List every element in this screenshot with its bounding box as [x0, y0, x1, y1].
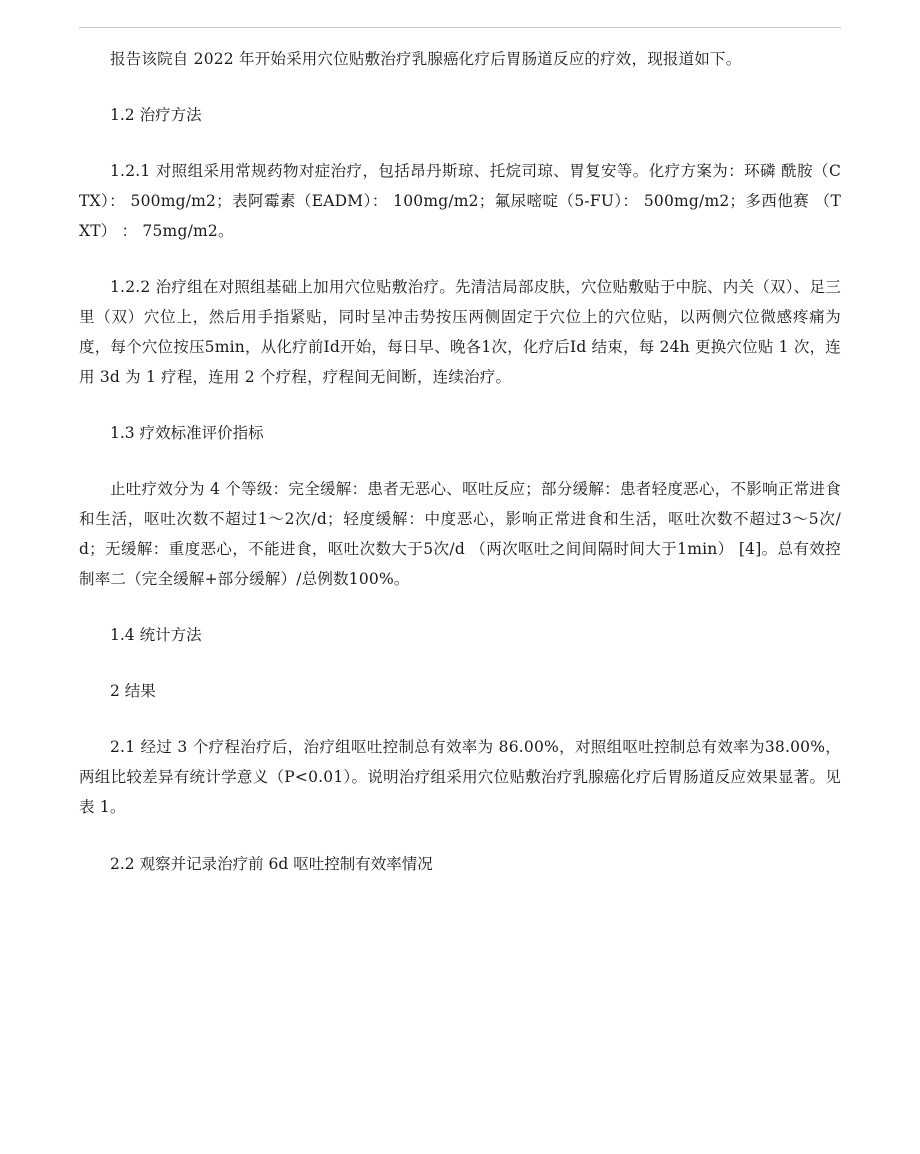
heading-1-3: 1.3 疗效标准评价指标	[110, 424, 264, 442]
heading-2: 2 结果	[110, 682, 156, 700]
header-rule	[79, 27, 841, 28]
paragraph-1-3: 止吐疗效分为 4 个等级：完全缓解：患者无恶心、呕吐反应；部分缓解：患者轻度恶心，不影响正常进食和生活，呕吐次数不超过1～2次/d；轻度缓解：中度恶心，影响正常进食和生活，呕吐次数不超过3～5次/d；无缓解：重度恶心，不能进食，呕吐次数大于5次/d （两次呕吐之间间隔时间大于1min） [4]。总有效控制率二（完全缓解+部分缓解）/总例数100%。	[79, 480, 841, 588]
heading-1-2: 1.2 治疗方法	[110, 106, 202, 124]
paragraph-2-1: 2.1 经过 3 个疗程治疗后，治疗组呕吐控制总有效率为 86.00%，对照组呕吐控制总有效率为38.00%，两组比较差异有统计学意义（P<0.01）。说明治疗组采用穴位贴敷治疗乳腺癌化疗后胃肠道反应效果显著。见表 1。	[79, 738, 841, 816]
paragraph-1-2-2: 1.2.2 治疗组在对照组基础上加用穴位贴敷治疗。先清洁局部皮肤，穴位贴敷贴于中脘、内关（双）、足三里（双）穴位上，然后用手指紧贴，同时呈冲击势按压两侧固定于穴位上的穴位贴，以两侧穴位微感疼痛为度，每个穴位按压5min，从化疗前Id开始，每日早、晚各1次，化疗后Id 结束，每 24h 更换穴位贴 1 次，连用 3d 为 1 疗程，连用 2 个疗程，疗程间无间断，连续治疗。	[79, 278, 841, 386]
intro-paragraph: 报告该院自 2022 年开始采用穴位贴敷治疗乳腺癌化疗后胃肠道反应的疗效，现报道如下。	[110, 50, 742, 68]
paragraph-1-2-1: 1.2.1 对照组采用常规药物对症治疗，包括昂丹斯琼、托烷司琼、胃复安等。化疗方案为：环磷 酰胺（CTX）： 500mg/m2；表阿霉素（EADM）： 100mg/m2；氟尿嘧啶（5-FU）： 500mg/m2；多西他赛 （TXT） ： 75mg/m2。	[79, 162, 841, 240]
document-body	[79, 44, 841, 879]
heading-1-4: 1.4 统计方法	[110, 626, 202, 644]
heading-2-2: 2.2 观察并记录治疗前 6d 呕吐控制有效率情况	[110, 855, 433, 873]
